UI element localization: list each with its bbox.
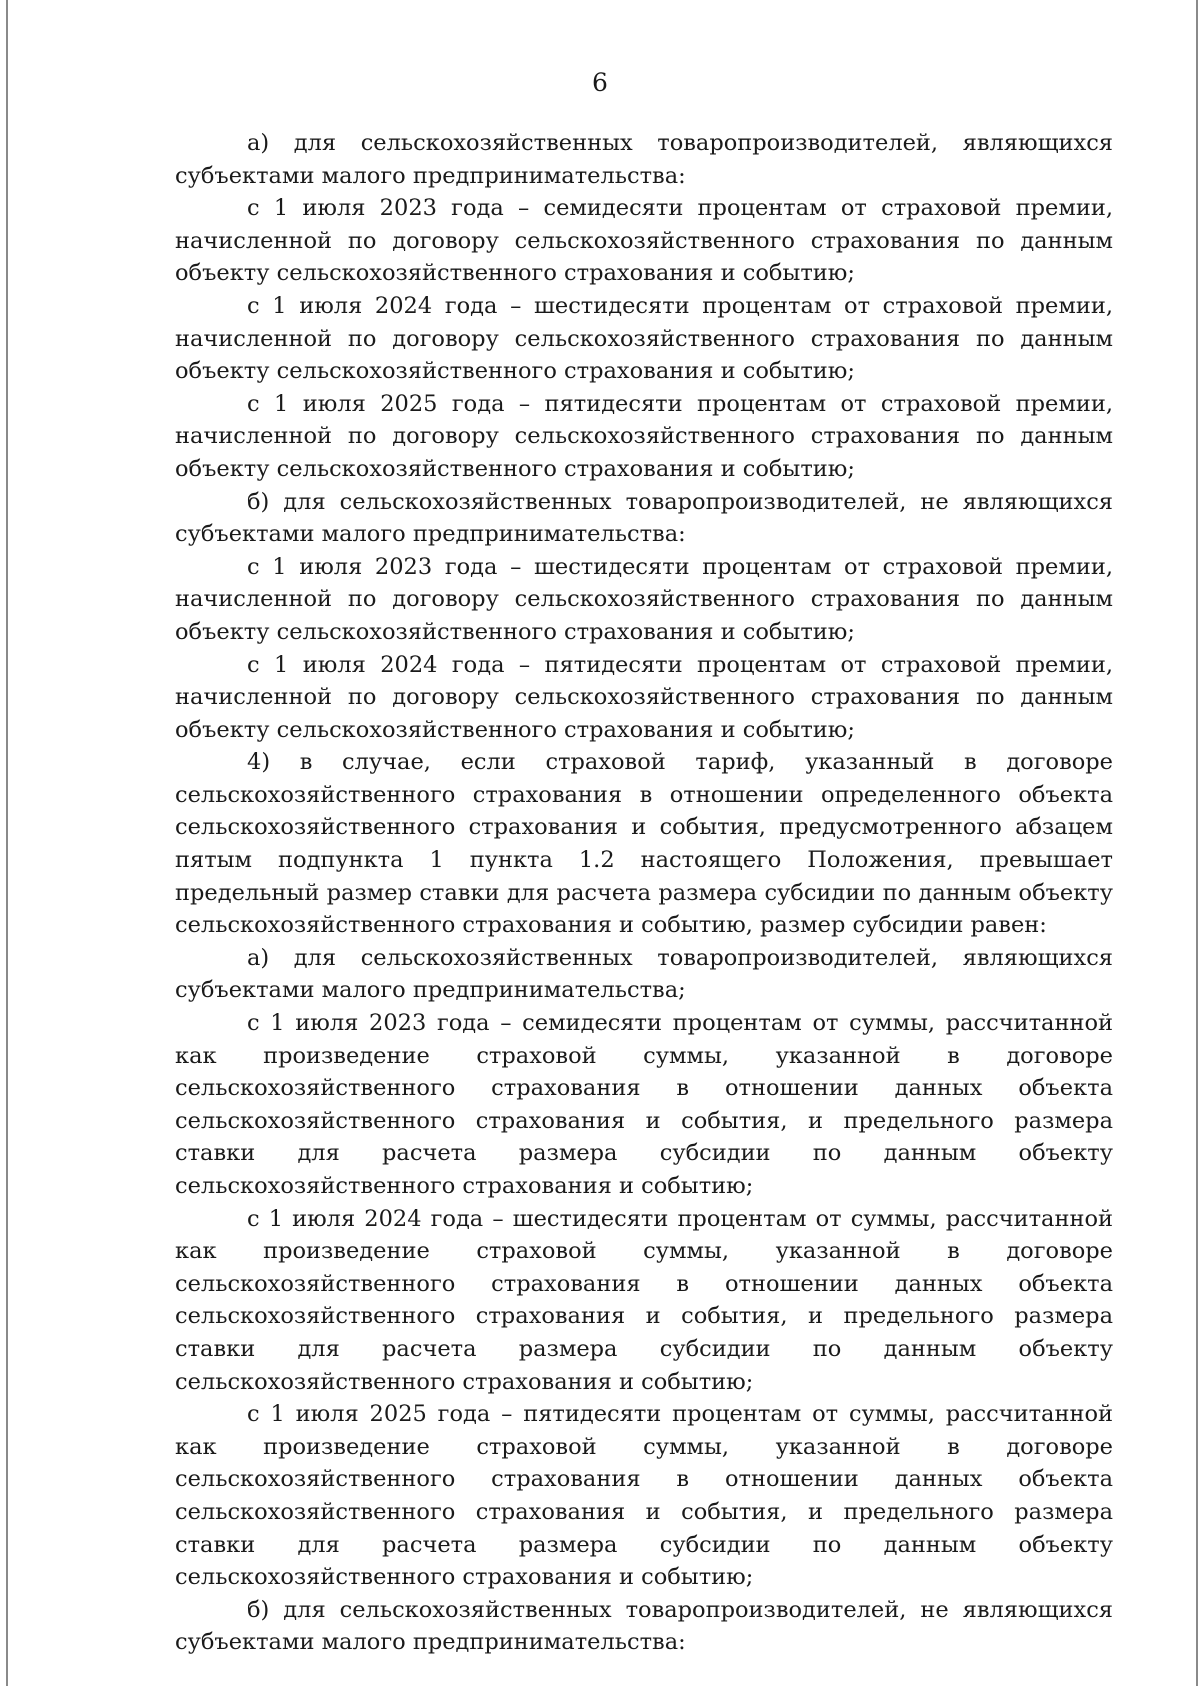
paragraph-4-tariff-exceeds: 4) в случае, если страховой тариф, указанный в договоре сельскохозяйственного страхования в отношении определенного объекта сельскохозяйственного страхования и события, предусмотренного абзацем пятым подпункта 1 пункта 1.2 настоящего Положения, превышает предельный размер ставки для расчета размера субсидии по данным объекту сельскохозяйственного страхования и событию, размер субсидии равен: (175, 749, 1113, 939)
paragraph-2024-premium-50: с 1 июля 2024 года – пятидесяти процентам от страховой премии, начисленной по договору сельскохозяйственного страхования по данным объекту сельскохозяйственного страхования и событию; (175, 651, 1113, 743)
paragraph-2025-premium-50: с 1 июля 2025 года – пятидесяти процентам от страховой премии, начисленной по договору сельскохозяйственного страхования по данным объекту сельскохозяйственного страхования и событию; (175, 390, 1113, 482)
paragraph-2023-sum-70: с 1 июля 2023 года – семидесяти процентам от суммы, рассчитанной как произведение страховой суммы, указанной в договоре сельскохозяйственного страхования в отношении данных объекта сельскохозяйственного страхования и события, и предельного размера ставки для расчета размера субсидии по данным объекту сельскохозяйственного страхования и событию; (175, 1010, 1113, 1199)
paragraph-a-small-business: а) для сельскохозяйственных товаропроизводителей, являющихся субъектами малого предпринимательства: (175, 130, 1113, 189)
paragraph-2024-premium-60: с 1 июля 2024 года – шестидесяти процентам от страховой премии, начисленной по договору сельскохозяйственного страхования по данным объекту сельскохозяйственного страхования и событию; (175, 292, 1113, 385)
paragraph-b-not-small-business: б) для сельскохозяйственных товаропроизводителей, не являющихся субъектами малого предпринимательства: (175, 488, 1113, 548)
paragraph-2023-premium-60: с 1 июля 2023 года – шестидесяти процентам от страховой премии, начисленной по договору сельскохозяйственного страхования по данным объекту сельскохозяйственного страхования и событию; (175, 553, 1113, 645)
paragraph-2024-sum-60: с 1 июля 2024 года – шестидесяти процентам от суммы, рассчитанной как произведение страховой суммы, указанной в договоре сельскохозяйственного страхования в отношении данных объекта сельскохозяйственного страхования и события, и предельного размера ставки для расчета размера субсидии по данным объекту сельскохозяйственного страхования и событию; (175, 1205, 1113, 1395)
page-number: 6 (592, 68, 608, 97)
paragraph-2025-sum-50: с 1 июля 2025 года – пятидесяти процентам от суммы, рассчитанной как произведение страховой суммы, указанной в договоре сельскохозяйственного страхования в отношении данных объекта сельскохозяйственного страхования и события, и предельного размера ставки для расчета размера субсидии по данным объекту сельскохозяйственного страхования и событию; (175, 1401, 1113, 1591)
paragraph-b-not-small-business-2: б) для сельскохозяйственных товаропроизводителей, не являющихся субъектами малого предпринимательства: (175, 1596, 1113, 1656)
paragraph-a-small-business-2: а) для сельскохозяйственных товаропроизводителей, являющихся субъектами малого предпринимательства; (175, 944, 1113, 1004)
scan-left-edge (6, 0, 8, 1686)
scan-right-edge (1196, 0, 1198, 1686)
paragraph-2023-premium-70: с 1 июля 2023 года – семидесяти процентам от страховой премии, начисленной по договору сельскохозяйственного страхования по данным объекту сельскохозяйственного страхования и событию; (175, 195, 1113, 287)
document-body (175, 127, 1113, 1659)
